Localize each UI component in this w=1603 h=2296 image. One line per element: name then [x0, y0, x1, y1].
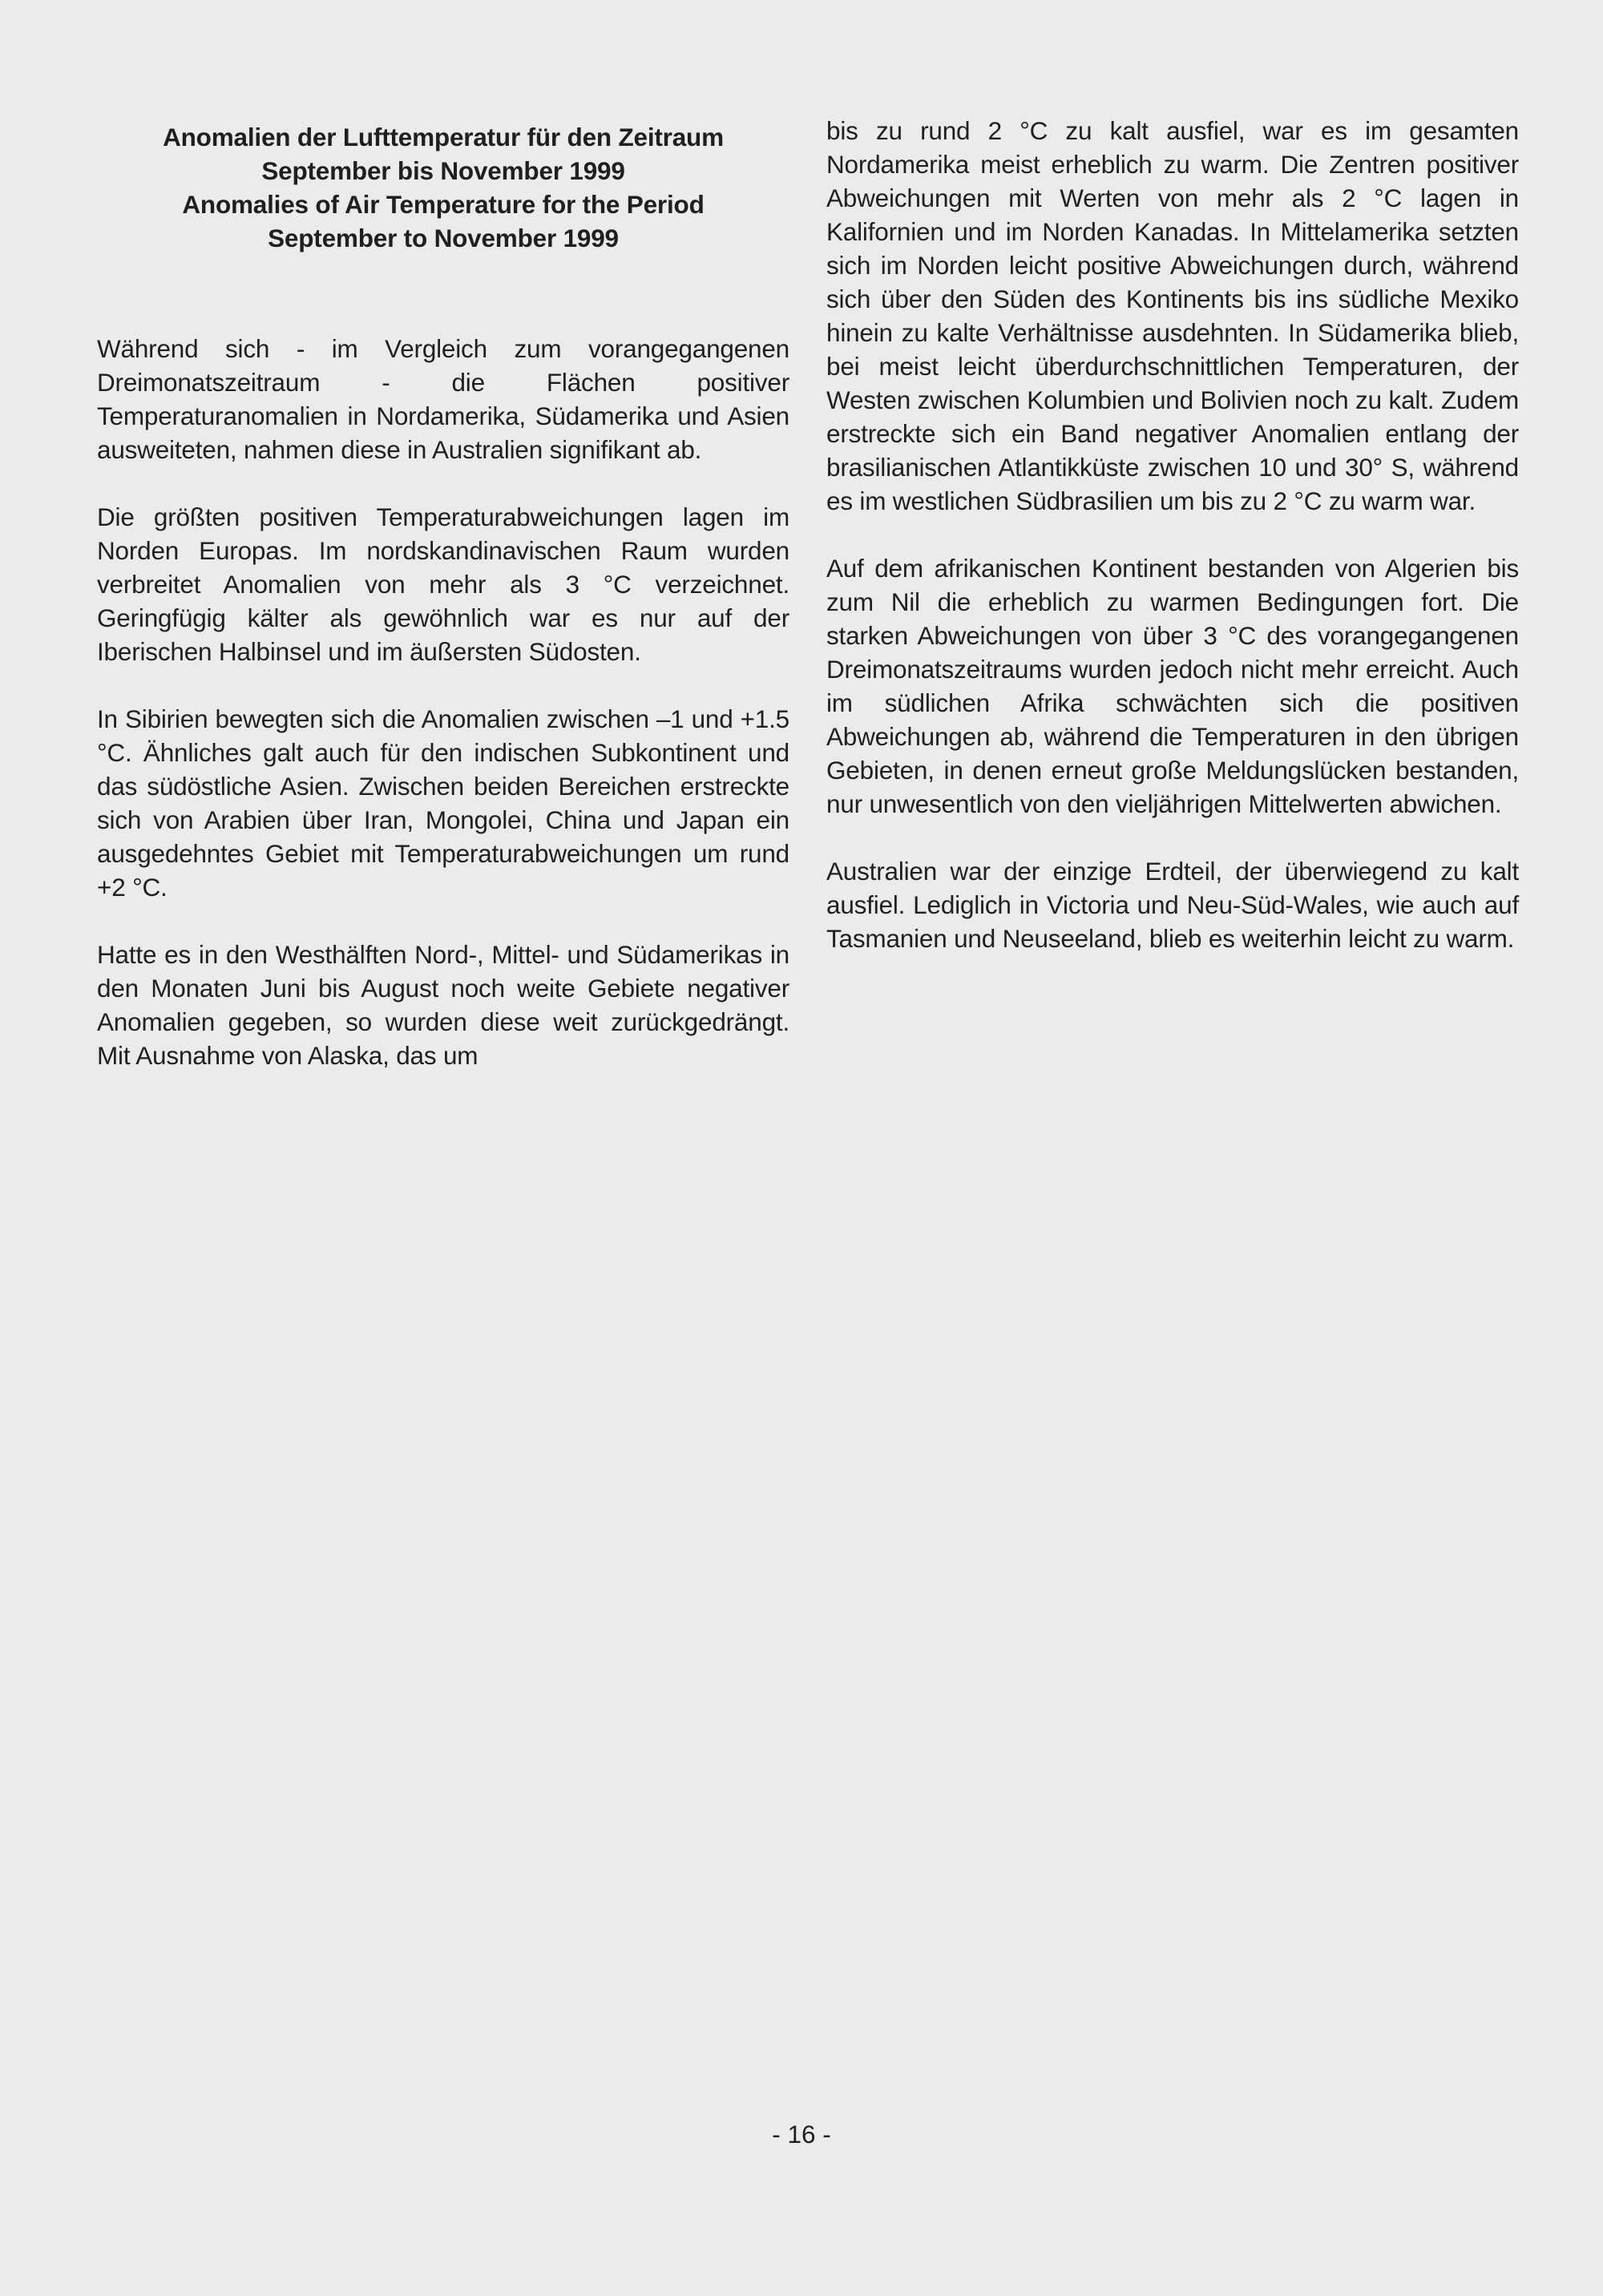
paragraph-right-3: Australien war der einzige Erdteil, der überwiegend zu kalt ausfiel. Lediglich in Victoria und Neu-Süd-Wales, wie auch auf Tasmanien und Neuseeland, blieb es weiterhin leicht zu warm. [826, 857, 1519, 953]
heading-line-german-1: Anomalien der Lufttemperatur für den Zeitraum [163, 123, 724, 151]
paragraph-left-1: Während sich - im Vergleich zum vorangegangenen Dreimonatszeitraum - die Flächen positiver Temperaturanomalien in Nordamerika, Südamerika und Asien ausweiteten, nahmen diese in Australien signifikant ab. [97, 334, 789, 464]
paragraph-left-3: In Sibirien bewegten sich die Anomalien zwischen –1 und +1.5 °C. Ähnliches galt auch für den indischen Subkontinent und das südöstliche Asien. Zwischen beiden Bereichen erstreckte sich von Arabien über Iran, Mongolei, China und Japan ein ausgedehntes Gebiet mit Temperaturabweichungen um rund +2 °C. [97, 704, 789, 902]
heading-line-german-2: September bis November 1999 [261, 156, 625, 185]
heading-line-english-1: Anomalies of Air Temperature for the Period [182, 190, 705, 219]
right-column [826, 114, 1519, 989]
heading-line-english-2: September to November 1999 [268, 224, 619, 252]
paragraph-left-2: Die größten positiven Temperaturabweichungen lagen im Norden Europas. Im nordskandinavischen Raum wurden verbreitet Anomalien von mehr als 3 °C verzeichnet. Geringfügig kälter als gewöhnlich war es nur auf der Iberischen Halbinsel und im äußersten Südosten. [97, 502, 789, 666]
paragraph-right-1: bis zu rund 2 °C zu kalt ausfiel, war es im gesamten Nordamerika meist erheblich zu warm. Die Zentren positiver Abweichungen mit Werten von mehr als 2 °C lagen in Kalifornien und im Norden Kanadas. In Mittelamerika setzten sich im Norden leicht positive Abweichungen durch, während sich über den Süden des Kontinents bis ins südliche Mexiko hinein zu kalte Verhältnisse ausdehnten. In Südamerika blieb, bei meist leicht überdurchschnittlichen Temperaturen, der Westen zwischen Kolumbien und Bolivien noch zu kalt. Zudem erstreckte sich ein Band negativer Anomalien entlang der brasilianischen Atlantikküste zwischen 10 und 30° S, während es im westlichen Südbrasilien um bis zu 2 °C zu warm war. [826, 116, 1519, 515]
paragraph-left-4: Hatte es in den Westhälften Nord-, Mittel- und Südamerikas in den Monaten Juni bis August noch weite Gebiete negativer Anomalien gegeben, so wurden diese weit zurückgedrängt. Mit Ausnahme von Alaska, das um [97, 940, 789, 1070]
paragraph-right-2: Auf dem afrikanischen Kontinent bestanden von Algerien bis zum Nil die erheblich zu warmen Bedingungen fort. Die starken Abweichungen von über 3 °C des vorangegangenen Dreimonatszeitraums wurden jedoch nicht mehr erreicht. Auch im südlichen Afrika schwächten sich die positiven Abweichungen ab, während die Temperaturen in den übrigen Gebieten, in denen erneut große Meldungslücken bestanden, nur unwesentlich von den vieljährigen Mittelwerten abwichen. [826, 554, 1519, 818]
left-column [97, 114, 789, 1106]
page-number: - 16 - [772, 2120, 831, 2149]
article-heading [97, 120, 789, 255]
heading-spacer [97, 255, 789, 332]
